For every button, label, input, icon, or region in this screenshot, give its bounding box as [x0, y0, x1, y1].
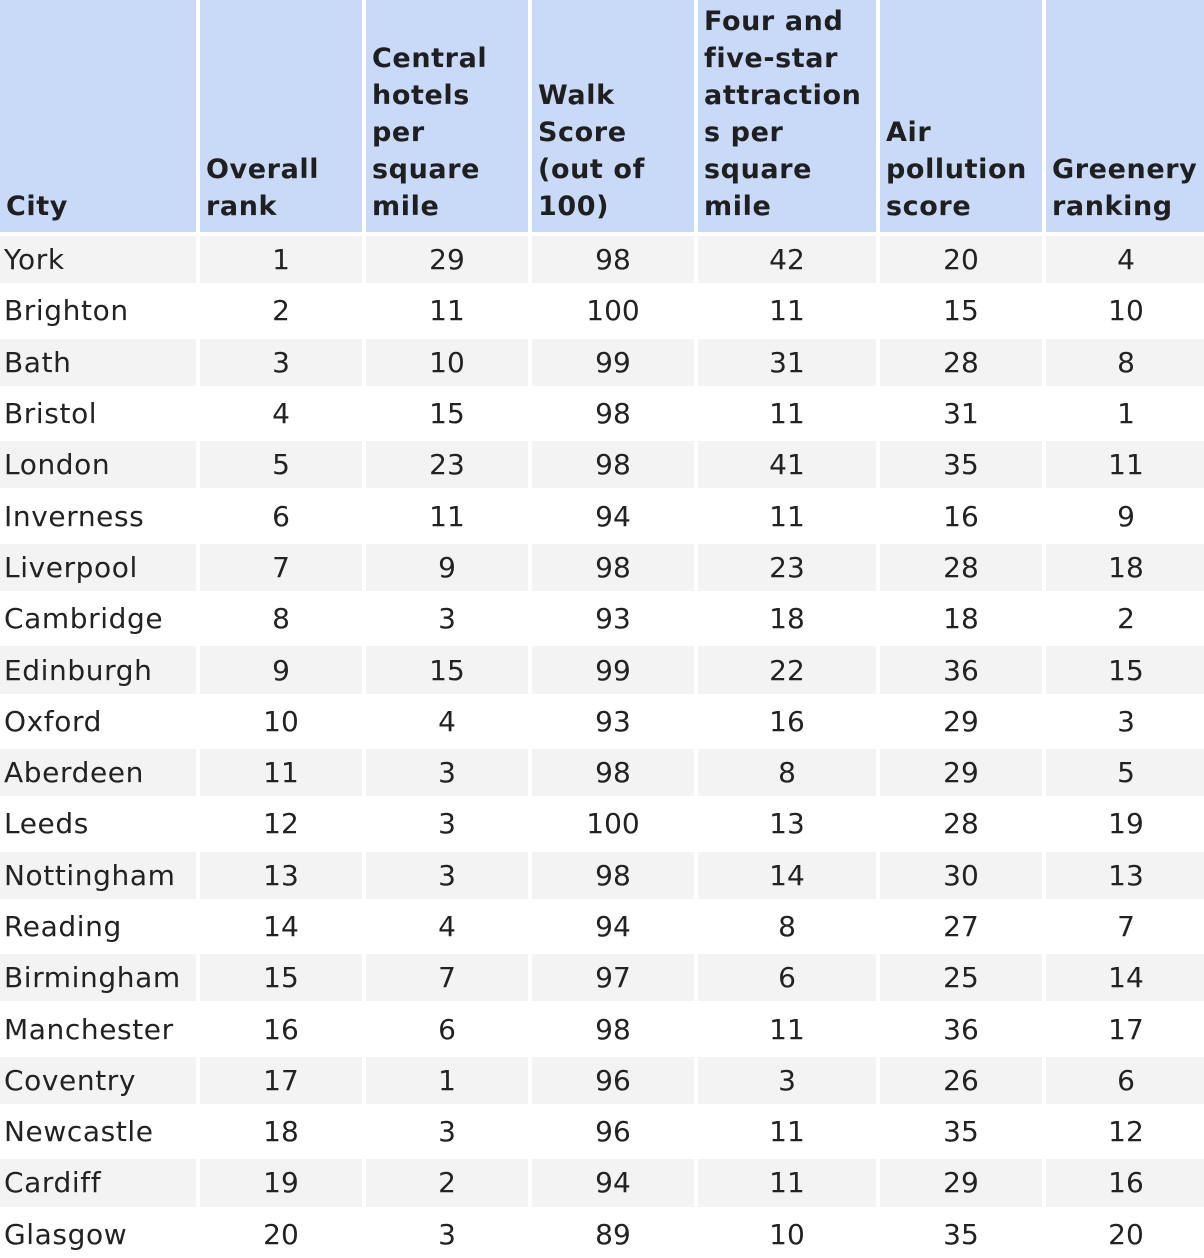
cell-overall-rank: 18 — [200, 1104, 362, 1155]
cell-overall-rank: 7 — [200, 540, 362, 591]
cell-city: Inverness — [0, 488, 196, 539]
cell-attractions: 31 — [698, 335, 876, 386]
cell-city: Newcastle — [0, 1104, 196, 1155]
cell-city: Edinburgh — [0, 642, 196, 693]
cell-city: Brighton — [0, 283, 196, 334]
cell-central-hotels: 3 — [366, 796, 528, 847]
cell-walk-score: 96 — [532, 1053, 694, 1104]
table-row — [0, 899, 1204, 950]
cell-attractions: 8 — [698, 899, 876, 950]
cell-central-hotels: 15 — [366, 386, 528, 437]
cell-attractions: 13 — [698, 796, 876, 847]
cell-walk-score: 98 — [532, 386, 694, 437]
cell-attractions: 11 — [698, 1155, 876, 1206]
cell-walk-score: 94 — [532, 488, 694, 539]
table-row — [0, 848, 1204, 899]
cell-city: Coventry — [0, 1053, 196, 1104]
cell-air-pollution: 35 — [880, 1104, 1042, 1155]
cell-attractions: 11 — [698, 1001, 876, 1052]
cell-attractions: 11 — [698, 488, 876, 539]
table-row — [0, 283, 1204, 334]
table-row — [0, 642, 1204, 693]
cell-city: Cambridge — [0, 591, 196, 642]
cell-air-pollution: 29 — [880, 694, 1042, 745]
cell-overall-rank: 8 — [200, 591, 362, 642]
cell-walk-score: 97 — [532, 950, 694, 1001]
cell-greenery: 2 — [1046, 591, 1204, 642]
cell-greenery: 3 — [1046, 694, 1204, 745]
cell-air-pollution: 27 — [880, 899, 1042, 950]
cell-central-hotels: 3 — [366, 591, 528, 642]
cell-city: Bath — [0, 335, 196, 386]
cell-central-hotels: 2 — [366, 1155, 528, 1206]
cell-air-pollution: 15 — [880, 283, 1042, 334]
cell-city: Cardiff — [0, 1155, 196, 1206]
cell-air-pollution: 28 — [880, 796, 1042, 847]
cell-greenery: 4 — [1046, 232, 1204, 283]
cell-attractions: 11 — [698, 1104, 876, 1155]
cell-overall-rank: 12 — [200, 796, 362, 847]
header-attractions: Four and five-star attractions per square mile — [698, 0, 876, 232]
cell-air-pollution: 26 — [880, 1053, 1042, 1104]
cell-central-hotels: 4 — [366, 694, 528, 745]
cell-air-pollution: 36 — [880, 1001, 1042, 1052]
header-row — [0, 0, 1204, 232]
cell-attractions: 41 — [698, 437, 876, 488]
cell-attractions: 23 — [698, 540, 876, 591]
header-central-hotels: Central hotels per square mile — [366, 0, 528, 232]
cell-walk-score: 98 — [532, 232, 694, 283]
cell-air-pollution: 16 — [880, 488, 1042, 539]
cell-air-pollution: 35 — [880, 1207, 1042, 1258]
cell-greenery: 9 — [1046, 488, 1204, 539]
cell-central-hotels: 4 — [366, 899, 528, 950]
cell-attractions: 3 — [698, 1053, 876, 1104]
cell-overall-rank: 16 — [200, 1001, 362, 1052]
cell-central-hotels: 3 — [366, 848, 528, 899]
cell-walk-score: 98 — [532, 1001, 694, 1052]
cell-central-hotels: 6 — [366, 1001, 528, 1052]
cell-overall-rank: 20 — [200, 1207, 362, 1258]
cell-air-pollution: 29 — [880, 745, 1042, 796]
table-body — [0, 232, 1204, 1258]
table-row — [0, 488, 1204, 539]
cell-city: Glasgow — [0, 1207, 196, 1258]
cell-city: Aberdeen — [0, 745, 196, 796]
cell-air-pollution: 18 — [880, 591, 1042, 642]
table-row — [0, 437, 1204, 488]
cell-overall-rank: 10 — [200, 694, 362, 745]
cell-central-hotels: 3 — [366, 1104, 528, 1155]
cell-walk-score: 93 — [532, 694, 694, 745]
cell-walk-score: 96 — [532, 1104, 694, 1155]
cell-attractions: 6 — [698, 950, 876, 1001]
cell-walk-score: 98 — [532, 745, 694, 796]
cell-overall-rank: 3 — [200, 335, 362, 386]
cell-air-pollution: 28 — [880, 335, 1042, 386]
cell-walk-score: 98 — [532, 437, 694, 488]
cell-overall-rank: 1 — [200, 232, 362, 283]
cell-greenery: 17 — [1046, 1001, 1204, 1052]
cell-attractions: 11 — [698, 386, 876, 437]
cell-walk-score: 93 — [532, 591, 694, 642]
cell-overall-rank: 2 — [200, 283, 362, 334]
table-row — [0, 1104, 1204, 1155]
cell-air-pollution: 20 — [880, 232, 1042, 283]
cell-greenery: 12 — [1046, 1104, 1204, 1155]
table-row — [0, 591, 1204, 642]
cell-attractions: 10 — [698, 1207, 876, 1258]
cell-central-hotels: 7 — [366, 950, 528, 1001]
table-row — [0, 950, 1204, 1001]
cell-attractions: 42 — [698, 232, 876, 283]
cell-walk-score: 89 — [532, 1207, 694, 1258]
cell-attractions: 22 — [698, 642, 876, 693]
cell-attractions: 16 — [698, 694, 876, 745]
cell-overall-rank: 9 — [200, 642, 362, 693]
header-greenery: Greenery ranking — [1046, 0, 1204, 232]
cell-walk-score: 94 — [532, 899, 694, 950]
cell-greenery: 16 — [1046, 1155, 1204, 1206]
cell-overall-rank: 11 — [200, 745, 362, 796]
table-row — [0, 1001, 1204, 1052]
cell-greenery: 5 — [1046, 745, 1204, 796]
cell-air-pollution: 29 — [880, 1155, 1042, 1206]
table-row — [0, 1155, 1204, 1206]
cell-greenery: 8 — [1046, 335, 1204, 386]
cell-overall-rank: 14 — [200, 899, 362, 950]
cell-greenery: 14 — [1046, 950, 1204, 1001]
cell-greenery: 19 — [1046, 796, 1204, 847]
table-row — [0, 745, 1204, 796]
table-row — [0, 1053, 1204, 1104]
cell-greenery: 1 — [1046, 386, 1204, 437]
table-row — [0, 694, 1204, 745]
cell-air-pollution: 36 — [880, 642, 1042, 693]
cell-central-hotels: 11 — [366, 488, 528, 539]
cell-walk-score: 99 — [532, 642, 694, 693]
header-city: City — [0, 0, 196, 232]
cell-central-hotels: 29 — [366, 232, 528, 283]
cell-overall-rank: 19 — [200, 1155, 362, 1206]
header-walk-score: Walk Score (out of 100) — [532, 0, 694, 232]
cell-central-hotels: 3 — [366, 745, 528, 796]
cell-walk-score: 98 — [532, 540, 694, 591]
cell-walk-score: 100 — [532, 283, 694, 334]
header-air-pollution: Air pollution score — [880, 0, 1042, 232]
cell-air-pollution: 28 — [880, 540, 1042, 591]
cell-greenery: 13 — [1046, 848, 1204, 899]
cell-greenery: 11 — [1046, 437, 1204, 488]
cell-city: Leeds — [0, 796, 196, 847]
cell-greenery: 20 — [1046, 1207, 1204, 1258]
table-row — [0, 540, 1204, 591]
header-overall-rank: Overall rank — [200, 0, 362, 232]
table-row — [0, 386, 1204, 437]
cell-central-hotels: 11 — [366, 283, 528, 334]
cell-central-hotels: 9 — [366, 540, 528, 591]
table-row — [0, 796, 1204, 847]
cell-central-hotels: 1 — [366, 1053, 528, 1104]
cell-air-pollution: 35 — [880, 437, 1042, 488]
table-row — [0, 1207, 1204, 1258]
cell-central-hotels: 23 — [366, 437, 528, 488]
cell-greenery: 10 — [1046, 283, 1204, 334]
cell-attractions: 18 — [698, 591, 876, 642]
cell-city: York — [0, 232, 196, 283]
cell-greenery: 6 — [1046, 1053, 1204, 1104]
cell-central-hotels: 10 — [366, 335, 528, 386]
table-row — [0, 232, 1204, 283]
cell-city: Manchester — [0, 1001, 196, 1052]
cell-central-hotels: 15 — [366, 642, 528, 693]
cell-greenery: 7 — [1046, 899, 1204, 950]
cell-central-hotels: 3 — [366, 1207, 528, 1258]
cell-city: London — [0, 437, 196, 488]
cell-city: Liverpool — [0, 540, 196, 591]
cell-air-pollution: 30 — [880, 848, 1042, 899]
cell-overall-rank: 4 — [200, 386, 362, 437]
cell-air-pollution: 31 — [880, 386, 1042, 437]
cell-walk-score: 98 — [532, 848, 694, 899]
cell-city: Birmingham — [0, 950, 196, 1001]
cell-city: Bristol — [0, 386, 196, 437]
cell-city: Nottingham — [0, 848, 196, 899]
cell-attractions: 11 — [698, 283, 876, 334]
cell-city: Oxford — [0, 694, 196, 745]
cell-overall-rank: 15 — [200, 950, 362, 1001]
cell-walk-score: 99 — [532, 335, 694, 386]
cell-air-pollution: 25 — [880, 950, 1042, 1001]
cell-walk-score: 100 — [532, 796, 694, 847]
cell-attractions: 8 — [698, 745, 876, 796]
cell-greenery: 15 — [1046, 642, 1204, 693]
cell-overall-rank: 13 — [200, 848, 362, 899]
table-row — [0, 335, 1204, 386]
cell-walk-score: 94 — [532, 1155, 694, 1206]
cell-attractions: 14 — [698, 848, 876, 899]
cell-overall-rank: 17 — [200, 1053, 362, 1104]
cell-overall-rank: 6 — [200, 488, 362, 539]
cell-city: Reading — [0, 899, 196, 950]
cell-greenery: 18 — [1046, 540, 1204, 591]
cell-overall-rank: 5 — [200, 437, 362, 488]
